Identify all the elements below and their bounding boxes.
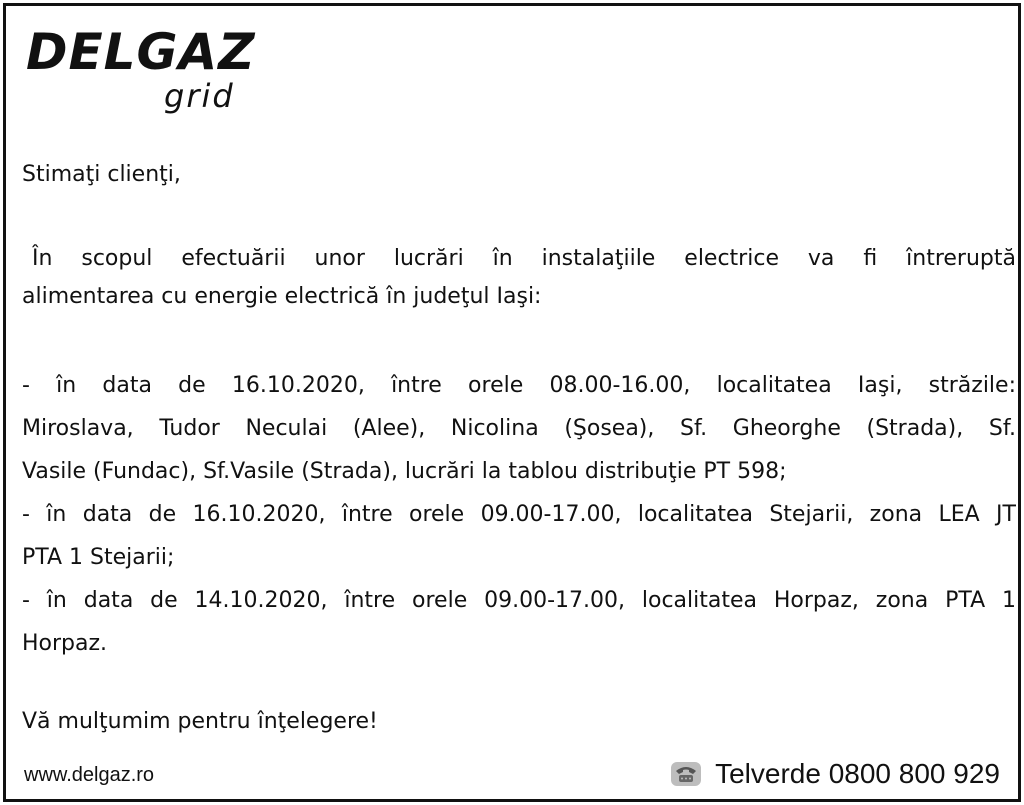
telephone-icon [671, 762, 701, 786]
notice-frame [3, 3, 1021, 802]
intro-paragraph [22, 240, 1016, 316]
outage-line: Vasile (Fundac), Sf.Vasile (Strada), lucrări la tablou distribuţie PT 598; [22, 459, 787, 484]
outage-line: Miroslava, Tudor Neculai (Alee), Nicolina (Şosea), Sf. Gheorghe (Strada), Sf. [22, 416, 1016, 441]
outage-line: Horpaz. [22, 631, 108, 656]
phone-contact [671, 758, 1000, 790]
outage-item [22, 493, 1016, 579]
logo-wordmark: DELGAZ [26, 23, 256, 81]
intro-line: În scopul efectuării unor lucrări în instalaţiile electrice va fi întreruptă [32, 246, 1016, 271]
outage-list [22, 364, 1016, 665]
logo-subtitle: grid [164, 77, 235, 115]
outage-item [22, 579, 1016, 665]
outage-line: - în data de 16.10.2020, între orele 08.00-16.00, localitatea Iaşi, străzile: [22, 373, 1016, 398]
outage-item [22, 364, 1016, 493]
outage-line: PTA 1 Stejarii; [22, 545, 175, 570]
website-link[interactable]: www.delgaz.ro [24, 764, 155, 786]
greeting: Stimaţi clienţi, [22, 162, 181, 187]
thanks-message: Vă mulţumim pentru înţelegere! [22, 709, 378, 734]
outage-line: - în data de 16.10.2020, între orele 09.00-17.00, localitatea Stejarii, zona LEA JT [22, 502, 1016, 527]
delgaz-grid-logo [26, 24, 266, 119]
phone-number: Telverde 0800 800 929 [715, 758, 1000, 789]
outage-line: - în data de 14.10.2020, între orele 09.00-17.00, localitatea Horpaz, zona PTA 1 [22, 588, 1016, 613]
intro-line: alimentarea cu energie electrică în judeţul Iaşi: [22, 284, 542, 309]
